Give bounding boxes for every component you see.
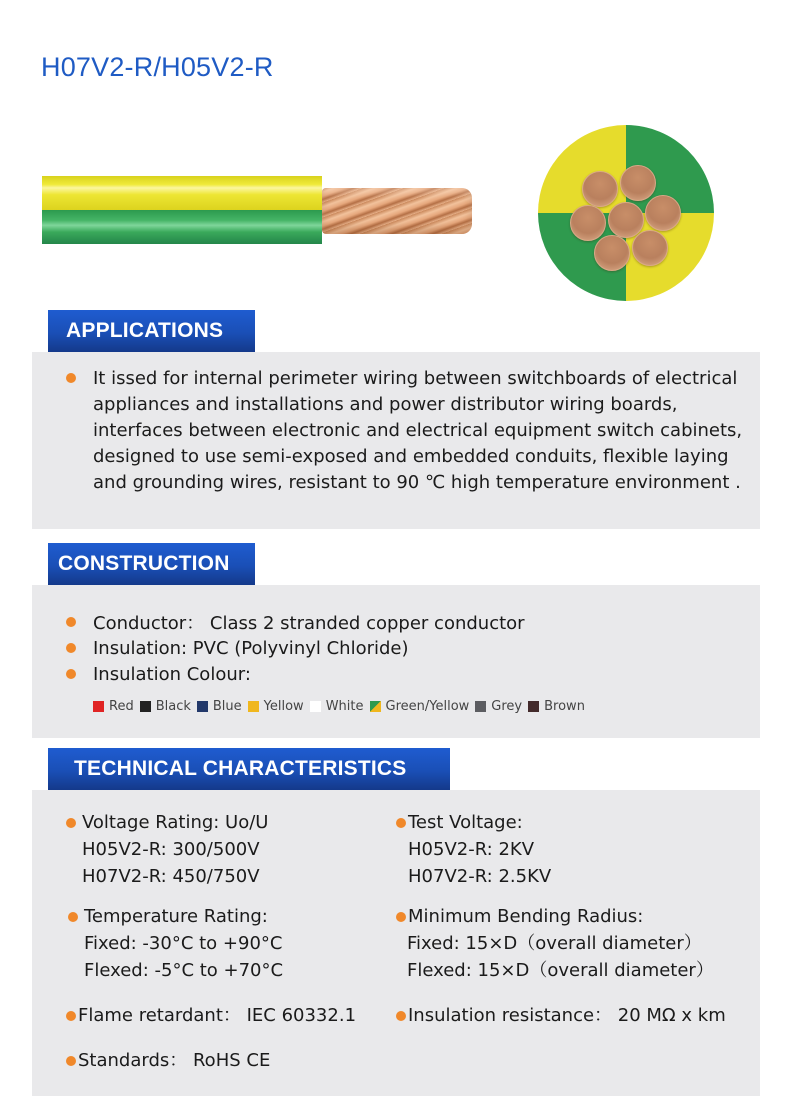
- copper-strands-image: [322, 188, 472, 234]
- applications-text: It issed for internal perimeter wiring between switchboards of electrical appliances and installations and power distributor wiring boards, interfaces between electronic and electrical equipment switch cabinets, designed to use semi-exposed and embedded conduits, flexible laying and grounding wires, resistant to 90 ℃ high temperature environment .: [93, 368, 743, 493]
- construction-heading: CONSTRUCTION: [48, 543, 255, 585]
- copper-strand: [645, 195, 681, 231]
- bullet-icon: [66, 1011, 76, 1021]
- swatch-blue: [197, 699, 242, 714]
- test-voltage-label: Test Voltage:: [408, 812, 523, 833]
- insulation-resistance-text: Insulation resistance： 20 MΩ x km: [408, 1005, 726, 1026]
- test-voltage-h05: H05V2-R: 2KV: [408, 839, 535, 860]
- bullet-icon: [396, 818, 406, 828]
- yellow-insulation-stripe: [42, 176, 322, 210]
- copper-strand: [582, 171, 618, 207]
- brown-square-icon: [528, 701, 539, 712]
- colour-swatch-legend: [93, 699, 591, 714]
- voltage-rating-label: Voltage Rating: Uo/U: [82, 812, 269, 833]
- swatch-label: Grey: [491, 699, 523, 714]
- temperature-rating-label: Temperature Rating:: [84, 906, 268, 927]
- construction-item-text: Insulation: PVC (Polyvinyl Chloride): [93, 637, 409, 659]
- voltage-h07: H07V2-R: 450/750V: [82, 866, 260, 887]
- construction-item-text: Conductor： Class 2 stranded copper conductor: [93, 613, 525, 634]
- applications-heading: APPLICATIONS: [48, 310, 255, 352]
- bullet-icon: [396, 1011, 406, 1021]
- voltage-rating-block: [66, 809, 269, 890]
- copper-strand: [570, 205, 606, 241]
- blue-square-icon: [197, 701, 208, 712]
- red-square-icon: [93, 701, 104, 712]
- bullet-icon: [66, 1056, 76, 1066]
- standards-text: Standards： RoHS CE: [78, 1050, 271, 1071]
- temperature-fixed: Fixed: -30°C to +90°C: [84, 933, 283, 954]
- test-voltage-block: [396, 809, 551, 890]
- bullet-icon: [66, 643, 76, 653]
- bullet-icon: [66, 669, 76, 679]
- swatch-green-yellow: [370, 699, 470, 714]
- swatch-black: [140, 699, 191, 714]
- flame-retardant-row: [66, 1002, 356, 1029]
- swatch-label: Blue: [212, 699, 242, 714]
- test-voltage-h07: H07V2-R: 2.5KV: [408, 866, 552, 887]
- swatch-label: Red: [109, 699, 134, 714]
- swatch-yellow: [248, 699, 304, 714]
- green-yellow-square-icon: [370, 701, 381, 712]
- white-square-icon: [310, 701, 321, 712]
- voltage-h05: H05V2-R: 300/500V: [82, 839, 260, 860]
- bending-flexed: Flexed: 15×D（overall diameter）: [407, 960, 714, 981]
- insulation-resistance-row: [396, 1002, 726, 1029]
- swatch-brown: [528, 699, 585, 714]
- temperature-rating-block: [68, 903, 283, 984]
- temperature-flexed: Flexed: -5°C to +70°C: [84, 960, 284, 981]
- swatch-label: Yellow: [263, 699, 304, 714]
- bending-radius-block: [396, 903, 714, 984]
- construction-item-text: Insulation Colour:: [93, 663, 251, 685]
- construction-item-colour: [66, 661, 525, 687]
- technical-heading: TECHNICAL CHARACTERISTICS: [48, 748, 450, 790]
- swatch-label: Brown: [544, 699, 585, 714]
- cable-cross-section-image: [538, 125, 714, 301]
- bullet-icon: [66, 373, 76, 383]
- bullet-icon: [396, 912, 406, 922]
- construction-item-conductor: [66, 609, 525, 635]
- flame-retardant-text: Flame retardant： IEC 60332.1: [78, 1005, 357, 1026]
- swatch-grey: [475, 699, 522, 714]
- cable-side-view-image: [42, 176, 322, 244]
- swatch-red: [93, 699, 134, 714]
- standards-row: [66, 1047, 270, 1074]
- bending-radius-label: Minimum Bending Radius:: [408, 906, 644, 927]
- swatch-label: White: [325, 699, 364, 714]
- copper-strand: [632, 230, 668, 266]
- bullet-icon: [66, 818, 76, 828]
- swatch-label: Black: [155, 699, 191, 714]
- swatch-white: [310, 699, 364, 714]
- swatch-label: Green/Yellow: [385, 699, 470, 714]
- construction-item-insulation: [66, 635, 525, 661]
- green-insulation-stripe: [42, 210, 322, 244]
- yellow-square-icon: [248, 701, 259, 712]
- grey-square-icon: [475, 701, 486, 712]
- page-title: H07V2-R/H05V2-R: [41, 52, 274, 82]
- bullet-icon: [66, 617, 76, 627]
- black-square-icon: [140, 701, 151, 712]
- bending-fixed: Fixed: 15×D（overall diameter）: [407, 933, 702, 954]
- copper-strand: [594, 235, 630, 271]
- copper-strand: [620, 165, 656, 201]
- construction-list: [66, 609, 525, 687]
- bullet-icon: [68, 912, 78, 922]
